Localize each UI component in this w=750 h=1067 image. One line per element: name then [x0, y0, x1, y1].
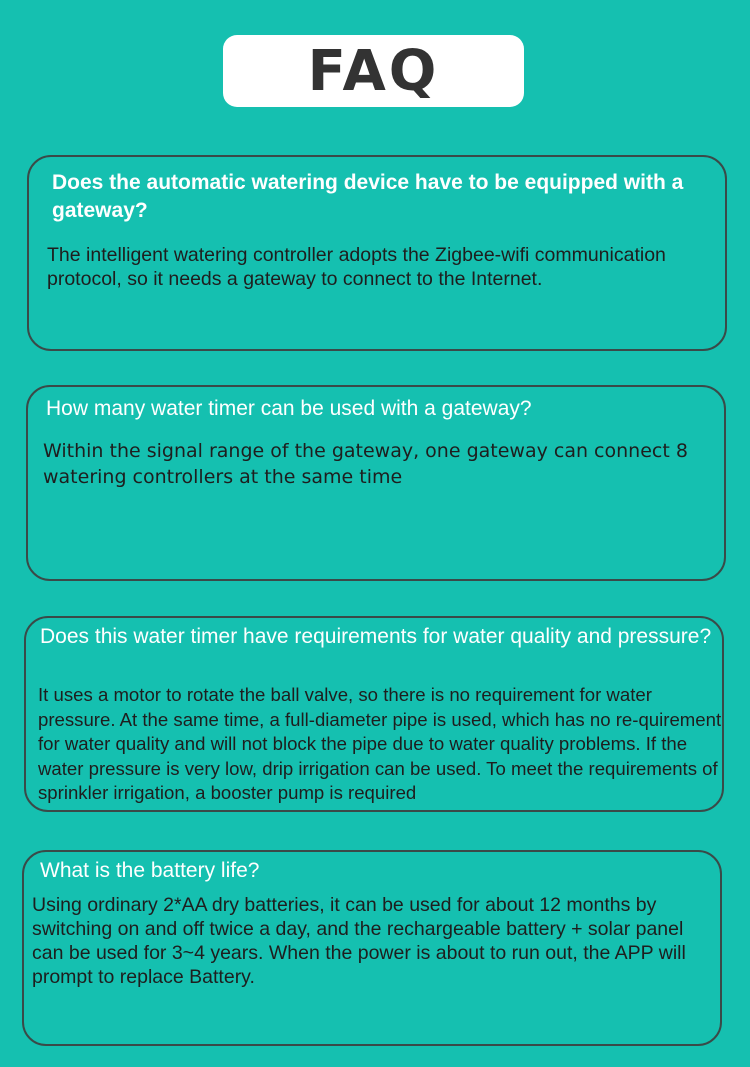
faq-question-3: Does this water timer have requirements for water quality and pressure?	[40, 625, 712, 648]
faq-answer-3: It uses a motor to rotate the ball valve, so there is no requirement for water pressure. At the same time, a full-diameter pipe is used, which has no re-quirement for water quality and will not block the pipe due to water quality problems. If the water pressure is very low, drip irrigation can be used. To meet the requirements of sprinkler irrigation, a booster pump is required	[38, 684, 722, 803]
faq-title-box	[223, 35, 524, 107]
faq-card-1	[27, 155, 727, 351]
faq-card-4	[22, 850, 722, 1046]
faq-card-2	[26, 385, 726, 581]
faq-answer-1: The intelligent watering controller adopts the Zigbee-wifi communication protocol, so it needs a gateway to connect to the Internet.	[47, 244, 666, 290]
faq-answer-4: Using ordinary 2*AA dry batteries, it can be used for about 12 months by switching on and off twice a day, and the rechargeable battery + solar panel can be used for 3~4 years. When the power is about to run out, the APP will prompt to replace Battery.	[32, 894, 686, 988]
faq-question-4: What is the battery life?	[40, 859, 260, 882]
faq-question-1: Does the automatic watering device have to be equipped with a gateway?	[52, 171, 684, 222]
page-title: FAQ	[307, 38, 440, 104]
faq-question-2: How many water timer can be used with a gateway?	[46, 397, 532, 420]
faq-card-3	[24, 616, 724, 812]
faq-answer-2: Within the signal range of the gateway, one gateway can connect 8 watering controllers at the same time	[43, 440, 688, 488]
